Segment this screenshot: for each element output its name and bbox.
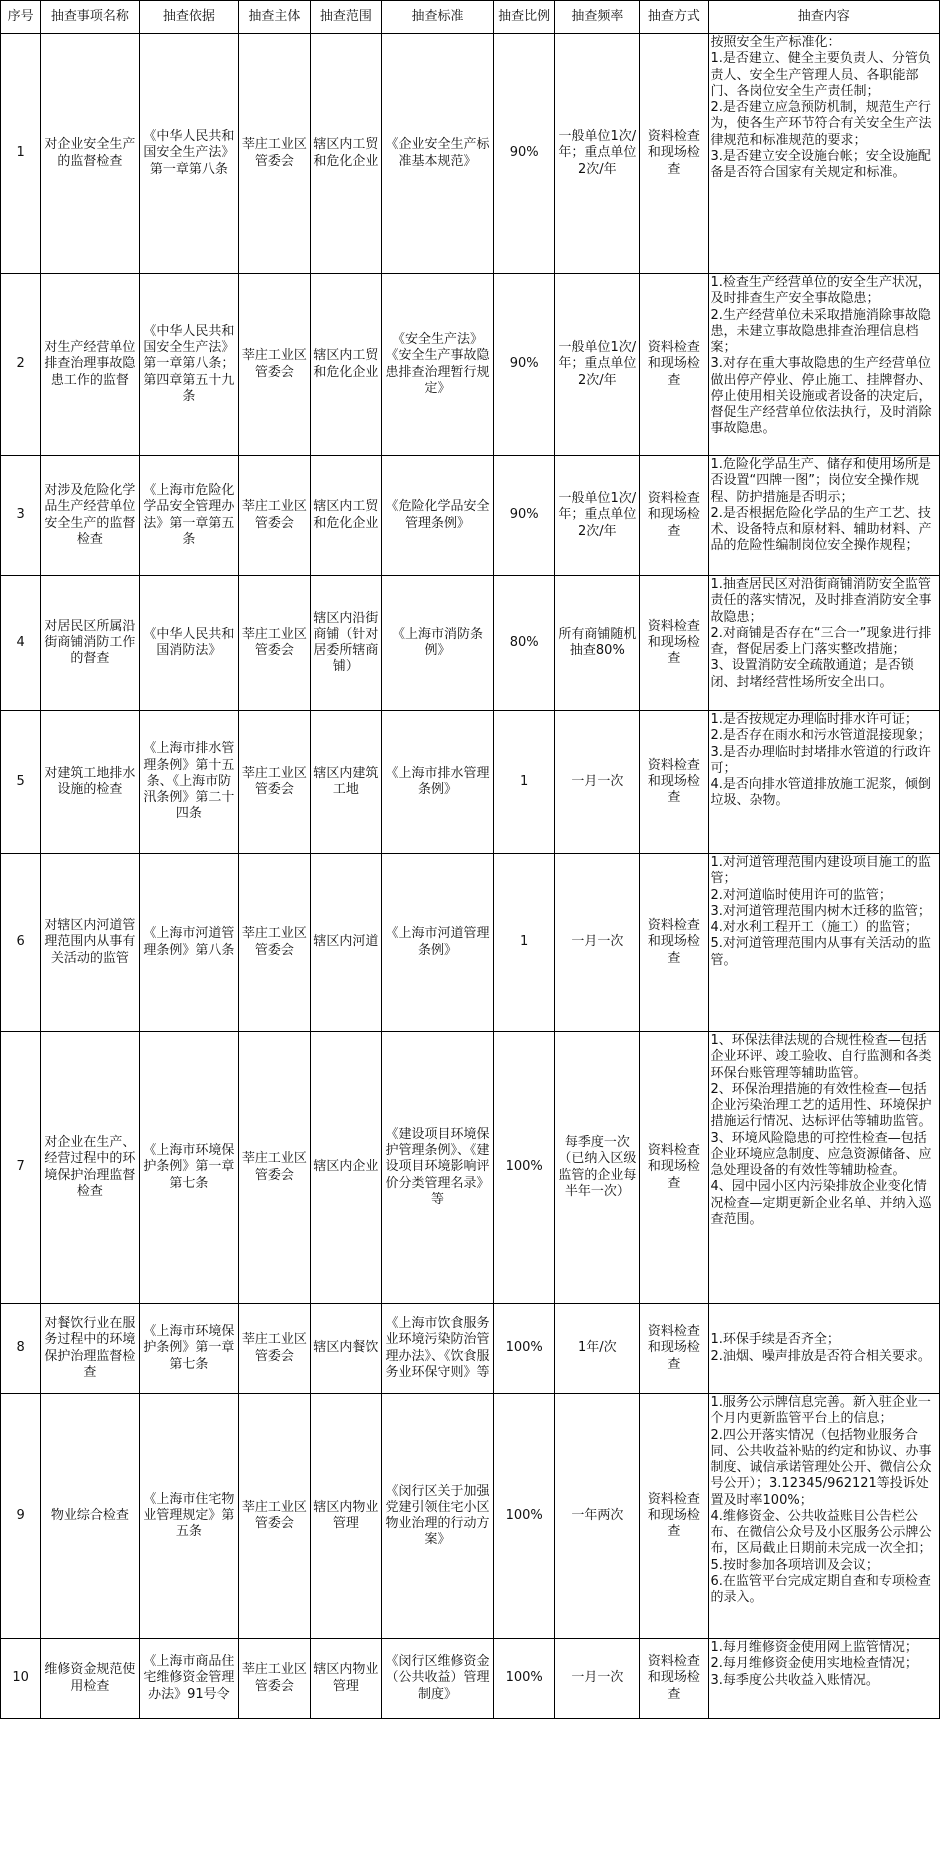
content-line: 3、设置消防安全疏散通道；是否锁闭、封堵经营性场所安全出口。 (710, 658, 914, 690)
content-line: 1.服务公示牌信息完善。新入驻企业一个月内更新监管平台上的信息； (710, 1395, 931, 1427)
content-line: 5.按时参加各项培训及会议； (710, 1557, 879, 1573)
row-number: 10 (1, 1639, 41, 1719)
item-subject: 莘庄工业区管委会 (239, 34, 311, 274)
item-subject: 莘庄工业区管委会 (239, 711, 311, 854)
item-basis: 《中华人民共和国安全生产法》第一章第八条；第四章第五十九条 (139, 274, 238, 456)
content-line: 2.生产经营单位未采取措施消除事故隐患，未建立事故隐患排查治理信息档案； (710, 307, 931, 355)
item-scope: 辖区内沿街商铺（针对居委所辖商铺） (310, 576, 382, 711)
item-frequency: 一年两次 (555, 1394, 640, 1639)
item-standard: 《上海市河道管理条例》 (382, 854, 494, 1032)
item-content (708, 1032, 939, 1304)
content-line: 1.每月维修资金使用网上监管情况； (710, 1640, 918, 1655)
item-frequency: 一般单位1次/年；重点单位2次/年 (555, 34, 640, 274)
item-name: 对餐饮行业在服务过程中的环境保护治理监督检查 (41, 1304, 139, 1394)
item-method: 资料检查和现场检查 (640, 274, 708, 456)
header-frequency: 抽查频率 (555, 1, 640, 34)
header-name: 抽查事项名称 (41, 1, 139, 34)
item-ratio: 90% (493, 274, 554, 456)
table-row (1, 711, 940, 854)
item-frequency: 一般单位1次/年；重点单位2次/年 (555, 456, 640, 576)
row-number: 2 (1, 274, 41, 456)
item-method: 资料检查和现场检查 (640, 711, 708, 854)
item-ratio: 100% (493, 1304, 554, 1394)
item-standard: 《上海市消防条例》 (382, 576, 494, 711)
header-scope: 抽查范围 (310, 1, 382, 34)
content-line: 1.危险化学品生产、储存和使用场所是否设置“四牌一图”；岗位安全操作规程、防护措施是否明示； (710, 457, 931, 505)
content-line: 1.抽查居民区对沿街商铺消防安全监管责任的落实情况，及时排查消防安全事故隐患； (710, 577, 932, 625)
item-scope: 辖区内企业 (310, 1032, 382, 1304)
header-content: 抽查内容 (708, 1, 939, 34)
item-scope: 辖区内物业管理 (310, 1394, 382, 1639)
content-line: 2.四公开落实情况（包括物业服务合同、公共收益补贴的约定和协议、办事制度、诚信承诺管理处公开、微信公众号公开）；3.12345/962121等投诉处置及时率100%； (710, 1427, 932, 1508)
header-basis: 抽查依据 (139, 1, 238, 34)
item-scope: 辖区内物业管理 (310, 1639, 382, 1719)
content-line: 4.对水利工程开工（施工）的监管； (710, 920, 918, 935)
item-content (708, 456, 939, 576)
item-method: 资料检查和现场检查 (640, 34, 708, 274)
table-row (1, 1639, 940, 1719)
content-line: 2.是否建立应急预防机制，规范生产行为，使各生产环节符合有关安全生产法律规范和标准规范的要求； (710, 100, 932, 148)
content-line: 2、环保治理措施的有效性检查—包括企业污染治理工艺的适用性、环境保护措施运行情况、达标评估等辅助监管。 (710, 1081, 932, 1130)
item-content (708, 34, 939, 274)
content-line: 2.是否存在雨水和污水管道混接现象； (710, 728, 931, 744)
item-subject: 莘庄工业区管委会 (239, 1032, 311, 1304)
item-ratio: 100% (493, 1394, 554, 1639)
item-ratio: 80% (493, 576, 554, 711)
content-line: 按照安全生产标准化： (710, 35, 841, 50)
item-content (708, 1394, 939, 1639)
content-line: 3.对存在重大事故隐患的生产经营单位做出停产停业、停止施工、挂牌督办、停止使用相关设施或者设备的决定后，督促生产经营单位依法执行，及时消除事故隐患。 (710, 356, 932, 437)
table-row (1, 1032, 940, 1304)
row-number: 1 (1, 34, 41, 274)
item-standard: 《建设项目环境保护管理条例》、《建设项目环境影响评价分类管理名录》等 (382, 1032, 494, 1304)
content-line: 3、环境风险隐患的可控性检查—包括企业环境应急制度、应急资源储备、应急处理设备的有效性等辅助检查。 (710, 1130, 932, 1178)
item-frequency: 一般单位1次/年；重点单位2次/年 (555, 274, 640, 456)
item-method: 资料检查和现场检查 (640, 1394, 708, 1639)
item-content (708, 854, 939, 1032)
item-name: 对涉及危险化学品生产经营单位安全生产的监督检查 (41, 456, 139, 576)
item-name: 对企业在生产、经营过程中的环境保护治理监督检查 (41, 1032, 139, 1304)
header-row (1, 1, 940, 34)
item-subject: 莘庄工业区管委会 (239, 1639, 311, 1719)
item-basis: 《上海市危险化学品安全管理办法》第一章第五条 (139, 456, 238, 576)
item-ratio: 90% (493, 34, 554, 274)
table-row (1, 456, 940, 576)
item-subject: 莘庄工业区管委会 (239, 274, 311, 456)
content-line: 1、环保法律法规的合规性检查—包括企业环评、竣工验收、自行监测和各类环保台账管理等辅助监管。 (710, 1033, 932, 1081)
item-name: 对建筑工地排水设施的检查 (41, 711, 139, 854)
item-content (708, 1639, 939, 1719)
content-line: 1.环保手续是否齐全； (710, 1332, 840, 1348)
item-frequency: 1年/次 (555, 1304, 640, 1394)
item-ratio: 100% (493, 1639, 554, 1719)
item-scope: 辖区内工贸和危化企业 (310, 274, 382, 456)
item-ratio: 100% (493, 1032, 554, 1304)
item-subject: 莘庄工业区管委会 (239, 456, 311, 576)
item-scope: 辖区内河道 (310, 854, 382, 1032)
content-line: 6.在监管平台完成定期自查和专项检查的录入。 (710, 1573, 931, 1605)
item-name: 对生产经营单位排查治理事故隐患工作的监督 (41, 274, 139, 456)
content-line: 4、园中园小区内污染排放企业变化情况检查—定期更新企业名单、并纳入巡查范围。 (710, 1179, 932, 1227)
header-method: 抽查方式 (640, 1, 708, 34)
table-row (1, 1394, 940, 1639)
item-name: 物业综合检查 (41, 1394, 139, 1639)
content-line: 1.是否建立、健全主要负责人、分管负责人、安全生产管理人员、各职能部门、各岗位安全生产责任制； (710, 51, 931, 99)
table-row (1, 274, 940, 456)
item-method: 资料检查和现场检查 (640, 456, 708, 576)
content-line: 2.油烟、噪声排放是否符合相关要求。 (710, 1348, 931, 1364)
item-content (708, 1304, 939, 1394)
item-scope: 辖区内工贸和危化企业 (310, 456, 382, 576)
item-basis: 《上海市住宅物业管理规定》第五条 (139, 1394, 238, 1639)
content-line: 4.是否向排水管道排放施工泥浆，倾倒垃圾、杂物。 (710, 777, 931, 809)
item-standard: 《企业安全生产标准基本规范》 (382, 34, 494, 274)
item-content (708, 274, 939, 456)
item-subject: 莘庄工业区管委会 (239, 1394, 311, 1639)
item-standard: 《上海市排水管理条例》 (382, 711, 494, 854)
content-line: 5.对河道管理范围内从事有关活动的监管。 (710, 936, 931, 968)
header-no: 序号 (1, 1, 41, 34)
content-line: 3.对河道管理范围内树木迁移的监管； (710, 903, 931, 919)
content-line: 4.维修资金、公共收益账目公告栏公布、在微信公众号及小区服务公示牌公布，区局截止日期前未完成一次全扣； (710, 1508, 932, 1557)
row-number: 3 (1, 456, 41, 576)
item-basis: 《上海市商品住宅维修资金管理办法》91号令 (139, 1639, 238, 1719)
item-method: 资料检查和现场检查 (640, 1304, 708, 1394)
row-number: 8 (1, 1304, 41, 1394)
item-method: 资料检查和现场检查 (640, 1639, 708, 1719)
item-frequency: 每季度一次（已纳入区级监管的企业每半年一次） (555, 1032, 640, 1304)
row-number: 7 (1, 1032, 41, 1304)
item-method: 资料检查和现场检查 (640, 1032, 708, 1304)
content-line: 1.检查生产经营单位的安全生产状况，及时排查生产安全事故隐患； (710, 275, 931, 307)
table-row (1, 34, 940, 274)
item-content (708, 711, 939, 854)
item-method: 资料检查和现场检查 (640, 576, 708, 711)
item-standard: 《闵行区关于加强党建引领住宅小区物业治理的行动方案》 (382, 1394, 494, 1639)
row-number: 6 (1, 854, 41, 1032)
item-name: 对居民区所属沿街商铺消防工作的督查 (41, 576, 139, 711)
header-subject: 抽查主体 (239, 1, 311, 34)
item-standard: 《危险化学品安全管理条例》 (382, 456, 494, 576)
row-number: 5 (1, 711, 41, 854)
item-standard: 《上海市饮食服务业环境污染防治管理办法》、《饮食服务业环保守则》等 (382, 1304, 494, 1394)
item-basis: 《中华人民共和国消防法》 (139, 576, 238, 711)
item-scope: 辖区内工贸和危化企业 (310, 34, 382, 274)
row-number: 9 (1, 1394, 41, 1639)
table-row (1, 1304, 940, 1394)
content-line: 1.是否按规定办理临时排水许可证； (710, 712, 918, 727)
item-ratio: 1 (493, 711, 554, 854)
item-method: 资料检查和现场检查 (640, 854, 708, 1032)
item-basis: 《上海市河道管理条例》第八条 (139, 854, 238, 1032)
item-frequency: 一月一次 (555, 854, 640, 1032)
content-line: 3.每季度公共收益入账情况。 (710, 1672, 879, 1688)
item-frequency: 一月一次 (555, 711, 640, 854)
item-name: 对企业安全生产的监督检查 (41, 34, 139, 274)
item-standard: 《安全生产法》《安全生产事故隐患排查治理暂行规定》 (382, 274, 494, 456)
item-ratio: 90% (493, 456, 554, 576)
item-basis: 《上海市排水管理条例》第十五条、《上海市防汛条例》第二十四条 (139, 711, 238, 854)
content-line: 3.是否办理临时封堵排水管道的行政许可； (710, 744, 931, 776)
item-name: 维修资金规范使用检查 (41, 1639, 139, 1719)
item-frequency: 一月一次 (555, 1639, 640, 1719)
item-basis: 《上海市环境保护条例》第一章第七条 (139, 1032, 238, 1304)
item-content (708, 576, 939, 711)
content-line: 2.是否根据危险化学品的生产工艺、技术、设备特点和原材料、辅助材料、产品的危险性编制岗位安全操作规程； (710, 505, 932, 554)
item-scope: 辖区内餐饮 (310, 1304, 382, 1394)
item-subject: 莘庄工业区管委会 (239, 576, 311, 711)
content-line: 2.对商铺是否存在“三合一”现象进行排查，督促居委上门落实整改措施； (710, 625, 932, 657)
item-subject: 莘庄工业区管委会 (239, 1304, 311, 1394)
item-basis: 《上海市环境保护条例》第一章第七条 (139, 1304, 238, 1394)
header-ratio: 抽查比例 (493, 1, 554, 34)
content-line: 1.对河道管理范围内建设项目施工的监管； (710, 855, 931, 887)
header-standard: 抽查标准 (382, 1, 494, 34)
content-line: 2.对河道临时使用许可的监管； (710, 887, 892, 903)
item-frequency: 所有商铺随机抽查80% (555, 576, 640, 711)
row-number: 4 (1, 576, 41, 711)
item-standard: 《闵行区维修资金（公共收益）管理制度》 (382, 1639, 494, 1719)
item-ratio: 1 (493, 854, 554, 1032)
content-line: 2.每月维修资金使用实地检查情况； (710, 1656, 918, 1672)
item-scope: 辖区内建筑工地 (310, 711, 382, 854)
content-line: 3.是否建立安全设施台帐；安全设施配备是否符合国家有关规定和标准。 (710, 148, 931, 180)
table-row (1, 576, 940, 711)
item-name: 对辖区内河道管理范围内从事有关活动的监管 (41, 854, 139, 1032)
item-basis: 《中华人民共和国安全生产法》第一章第八条 (139, 34, 238, 274)
table-row (1, 854, 940, 1032)
item-subject: 莘庄工业区管委会 (239, 854, 311, 1032)
